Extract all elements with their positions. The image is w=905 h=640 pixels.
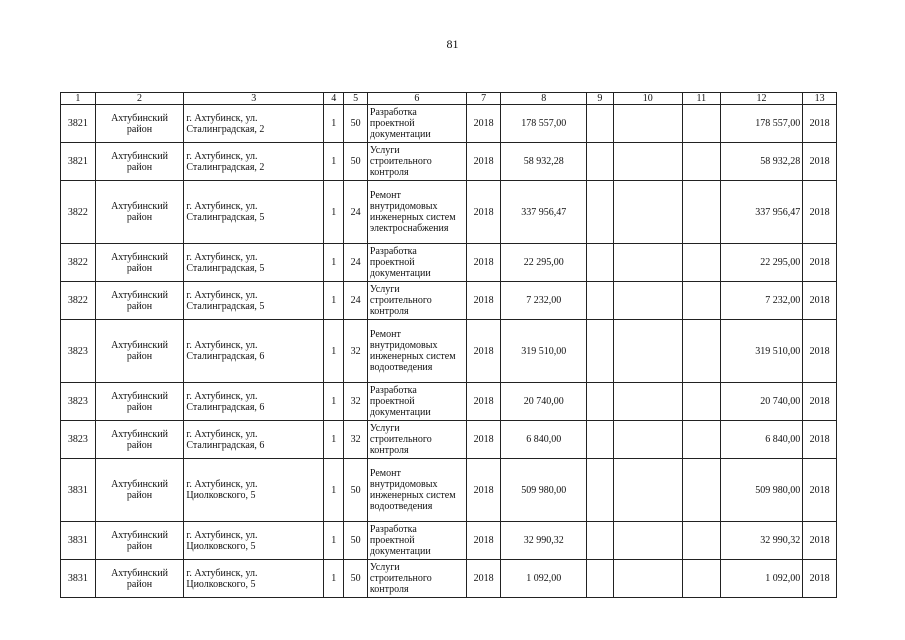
column-10-cell	[613, 320, 682, 383]
end-year-cell: 2018	[803, 282, 837, 320]
column-9-cell	[587, 459, 614, 522]
column-4-cell: 1	[324, 181, 344, 244]
year-cell: 2018	[466, 383, 501, 421]
total-cell: 58 932,28	[720, 143, 803, 181]
end-year-cell: 2018	[803, 320, 837, 383]
district-cell: Ахтубинский район	[95, 282, 184, 320]
year-cell: 2018	[466, 282, 501, 320]
column-header: 12	[720, 93, 803, 105]
column-5-cell: 50	[344, 105, 367, 143]
end-year-cell: 2018	[803, 522, 837, 560]
column-4-cell: 1	[324, 522, 344, 560]
cost-cell: 337 956,47	[501, 181, 587, 244]
column-10-cell	[613, 181, 682, 244]
column-9-cell	[587, 181, 614, 244]
column-11-cell	[682, 383, 720, 421]
address-cell: г. Ахтубинск, ул. Сталинградская, 6	[184, 383, 324, 421]
column-9-cell	[587, 421, 614, 459]
column-5-cell: 24	[344, 181, 367, 244]
district-cell: Ахтубинский район	[95, 383, 184, 421]
column-11-cell	[682, 421, 720, 459]
column-4-cell: 1	[324, 421, 344, 459]
district-cell: Ахтубинский район	[95, 181, 184, 244]
work-type-cell	[367, 421, 466, 459]
column-11-cell	[682, 143, 720, 181]
column-9-cell	[587, 105, 614, 143]
address-cell: г. Ахтубинск, ул. Сталинградская, 2	[184, 105, 324, 143]
address-cell: г. Ахтубинск, ул. Циолковского, 5	[184, 560, 324, 598]
year-cell: 2018	[466, 105, 501, 143]
column-header: 8	[501, 93, 587, 105]
column-5-cell: 24	[344, 244, 367, 282]
column-11-cell	[682, 459, 720, 522]
column-header: 13	[803, 93, 837, 105]
district-cell: Ахтубинский район	[95, 105, 184, 143]
address-cell: г. Ахтубинск, ул. Сталинградская, 5	[184, 282, 324, 320]
column-header: 2	[95, 93, 184, 105]
column-5-cell: 50	[344, 459, 367, 522]
column-header: 5	[344, 93, 367, 105]
column-10-cell	[613, 105, 682, 143]
district-cell: Ахтубинский район	[95, 459, 184, 522]
address-cell: г. Ахтубинск, ул. Циолковского, 5	[184, 522, 324, 560]
column-9-cell	[587, 560, 614, 598]
total-cell: 337 956,47	[720, 181, 803, 244]
row-id-cell: 3822	[61, 282, 96, 320]
end-year-cell: 2018	[803, 105, 837, 143]
year-cell: 2018	[466, 560, 501, 598]
cost-cell: 32 990,32	[501, 522, 587, 560]
total-cell: 319 510,00	[720, 320, 803, 383]
column-5-cell: 50	[344, 560, 367, 598]
address-cell: г. Ахтубинск, ул. Сталинградская, 5	[184, 244, 324, 282]
work-type-cell	[367, 320, 466, 383]
column-header: 10	[613, 93, 682, 105]
end-year-cell: 2018	[803, 421, 837, 459]
table-row	[61, 105, 837, 143]
work-type-text: Разработка проектной документации	[369, 246, 431, 279]
column-5-cell: 32	[344, 320, 367, 383]
cost-cell: 1 092,00	[501, 560, 587, 598]
column-header: 7	[466, 93, 501, 105]
work-type-text: Ремонт внутридомовых инженерных систем водоотведения	[369, 468, 456, 512]
district-cell: Ахтубинский район	[95, 244, 184, 282]
row-id-cell: 3821	[61, 143, 96, 181]
end-year-cell: 2018	[803, 244, 837, 282]
column-10-cell	[613, 143, 682, 181]
year-cell: 2018	[466, 244, 501, 282]
column-header: 3	[184, 93, 324, 105]
work-type-cell	[367, 181, 466, 244]
column-number-row	[61, 93, 837, 105]
year-cell: 2018	[466, 522, 501, 560]
table-row	[61, 143, 837, 181]
column-11-cell	[682, 560, 720, 598]
column-5-cell: 24	[344, 282, 367, 320]
column-11-cell	[682, 244, 720, 282]
district-cell: Ахтубинский район	[95, 522, 184, 560]
column-4-cell: 1	[324, 244, 344, 282]
column-9-cell	[587, 244, 614, 282]
column-5-cell: 32	[344, 421, 367, 459]
table-row	[61, 244, 837, 282]
column-header: 11	[682, 93, 720, 105]
column-9-cell	[587, 320, 614, 383]
work-type-text: Услуги строительного контроля	[369, 423, 432, 456]
column-9-cell	[587, 522, 614, 560]
column-5-cell: 50	[344, 522, 367, 560]
year-cell: 2018	[466, 181, 501, 244]
column-header: 9	[587, 93, 614, 105]
row-id-cell: 3823	[61, 320, 96, 383]
column-10-cell	[613, 244, 682, 282]
column-4-cell: 1	[324, 383, 344, 421]
total-cell: 178 557,00	[720, 105, 803, 143]
work-type-text: Услуги строительного контроля	[369, 284, 432, 317]
total-cell: 7 232,00	[720, 282, 803, 320]
column-10-cell	[613, 522, 682, 560]
row-id-cell: 3831	[61, 522, 96, 560]
cost-cell: 20 740,00	[501, 383, 587, 421]
column-5-cell: 32	[344, 383, 367, 421]
column-10-cell	[613, 421, 682, 459]
district-cell: Ахтубинский район	[95, 421, 184, 459]
row-id-cell: 3822	[61, 181, 96, 244]
column-5-cell: 50	[344, 143, 367, 181]
column-header: 1	[61, 93, 96, 105]
repair-program-table	[60, 92, 837, 598]
row-id-cell: 3823	[61, 383, 96, 421]
page-number: 81	[446, 37, 459, 51]
column-11-cell	[682, 181, 720, 244]
work-type-cell	[367, 282, 466, 320]
column-4-cell: 1	[324, 105, 344, 143]
cost-cell: 319 510,00	[501, 320, 587, 383]
work-type-text: Разработка проектной документации	[369, 524, 431, 557]
column-4-cell: 1	[324, 282, 344, 320]
work-type-text: Разработка проектной документации	[369, 385, 431, 418]
column-header: 4	[324, 93, 344, 105]
column-11-cell	[682, 320, 720, 383]
address-cell: г. Ахтубинск, ул. Циолковского, 5	[184, 459, 324, 522]
table-row	[61, 522, 837, 560]
cost-cell: 178 557,00	[501, 105, 587, 143]
address-cell: г. Ахтубинск, ул. Сталинградская, 6	[184, 320, 324, 383]
column-9-cell	[587, 282, 614, 320]
work-type-cell	[367, 459, 466, 522]
column-11-cell	[682, 105, 720, 143]
work-type-cell	[367, 143, 466, 181]
column-10-cell	[613, 560, 682, 598]
row-id-cell: 3821	[61, 105, 96, 143]
row-id-cell: 3823	[61, 421, 96, 459]
table-row	[61, 181, 837, 244]
cost-cell: 509 980,00	[501, 459, 587, 522]
column-4-cell: 1	[324, 459, 344, 522]
cost-cell: 58 932,28	[501, 143, 587, 181]
address-cell: г. Ахтубинск, ул. Сталинградская, 2	[184, 143, 324, 181]
cost-cell: 22 295,00	[501, 244, 587, 282]
end-year-cell: 2018	[803, 383, 837, 421]
work-type-text: Услуги строительного контроля	[369, 145, 432, 178]
year-cell: 2018	[466, 143, 501, 181]
total-cell: 20 740,00	[720, 383, 803, 421]
column-9-cell	[587, 383, 614, 421]
work-type-text: Разработка проектной документации	[369, 107, 431, 140]
total-cell: 6 840,00	[720, 421, 803, 459]
year-cell: 2018	[466, 421, 501, 459]
year-cell: 2018	[466, 459, 501, 522]
district-cell: Ахтубинский район	[95, 320, 184, 383]
table-row	[61, 282, 837, 320]
table-row	[61, 383, 837, 421]
district-cell: Ахтубинский район	[95, 560, 184, 598]
total-cell: 509 980,00	[720, 459, 803, 522]
year-cell: 2018	[466, 320, 501, 383]
work-type-cell	[367, 244, 466, 282]
end-year-cell: 2018	[803, 560, 837, 598]
address-cell: г. Ахтубинск, ул. Сталинградская, 6	[184, 421, 324, 459]
column-9-cell	[587, 143, 614, 181]
column-4-cell: 1	[324, 560, 344, 598]
total-cell: 32 990,32	[720, 522, 803, 560]
work-type-cell	[367, 383, 466, 421]
work-type-cell	[367, 522, 466, 560]
cost-cell: 6 840,00	[501, 421, 587, 459]
row-id-cell: 3822	[61, 244, 96, 282]
end-year-cell: 2018	[803, 459, 837, 522]
row-id-cell: 3831	[61, 459, 96, 522]
table-row	[61, 320, 837, 383]
column-11-cell	[682, 522, 720, 560]
end-year-cell: 2018	[803, 181, 837, 244]
work-type-text: Ремонт внутридомовых инженерных систем электроснабжения	[369, 190, 456, 234]
column-header: 6	[367, 93, 466, 105]
work-type-cell	[367, 105, 466, 143]
column-10-cell	[613, 459, 682, 522]
work-type-cell	[367, 560, 466, 598]
column-4-cell: 1	[324, 143, 344, 181]
total-cell: 1 092,00	[720, 560, 803, 598]
total-cell: 22 295,00	[720, 244, 803, 282]
column-11-cell	[682, 282, 720, 320]
cost-cell: 7 232,00	[501, 282, 587, 320]
end-year-cell: 2018	[803, 143, 837, 181]
work-type-text: Услуги строительного контроля	[369, 562, 432, 595]
column-10-cell	[613, 282, 682, 320]
column-4-cell: 1	[324, 320, 344, 383]
address-cell: г. Ахтубинск, ул. Сталинградская, 5	[184, 181, 324, 244]
work-type-text: Ремонт внутридомовых инженерных систем водоотведения	[369, 329, 456, 373]
table-row	[61, 560, 837, 598]
table-row	[61, 421, 837, 459]
row-id-cell: 3831	[61, 560, 96, 598]
district-cell: Ахтубинский район	[95, 143, 184, 181]
column-10-cell	[613, 383, 682, 421]
table-row	[61, 459, 837, 522]
